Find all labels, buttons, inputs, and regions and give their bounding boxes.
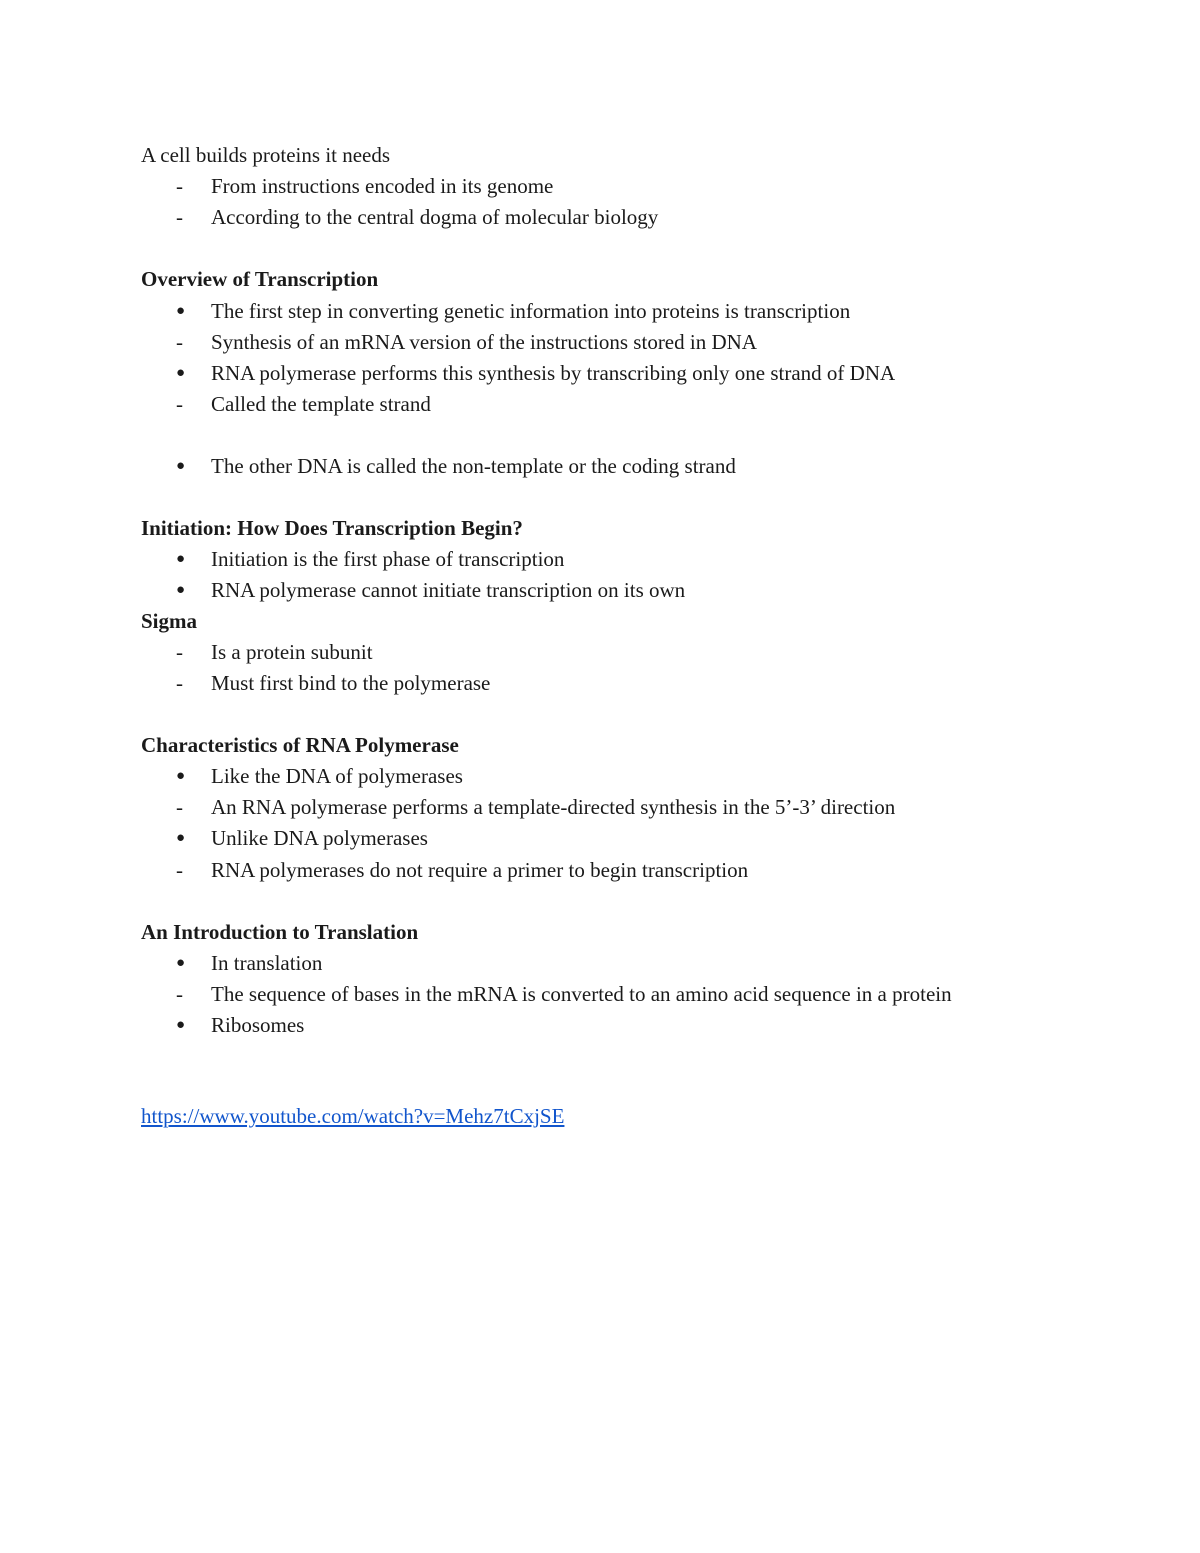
list-item-text: Synthesis of an mRNA version of the instructions stored in DNA [211, 330, 757, 354]
bullet-icon: ● [176, 830, 186, 846]
bullet-icon: ● [176, 365, 186, 381]
list-item-text: From instructions encoded in its genome [211, 174, 554, 198]
list-item-text: Like the DNA of polymerases [211, 764, 463, 788]
list-item-text: Must first bind to the polymerase [211, 671, 491, 695]
dash-marker: - [176, 640, 183, 664]
bullet-icon: ● [176, 1017, 186, 1033]
dash-marker: - [176, 671, 183, 695]
section-heading-initiation: Initiation: How Does Transcription Begin? [141, 516, 523, 540]
dash-marker: - [176, 795, 183, 819]
bullet-icon: ● [176, 582, 186, 598]
section-heading-translation: An Introduction to Translation [141, 920, 419, 944]
section-heading-characteristics: Characteristics of RNA Polymerase [141, 733, 459, 757]
bullet-icon: ● [176, 458, 186, 474]
list-item-text: RNA polymerase cannot initiate transcription on its own [211, 578, 686, 602]
list-item-text: RNA polymerase performs this synthesis by transcribing only one strand of DNA [211, 361, 896, 385]
dash-marker: - [176, 205, 183, 229]
list-item-text: Called the template strand [211, 392, 431, 416]
list-item-text: In translation [211, 951, 323, 975]
bullet-icon: ● [176, 551, 186, 567]
list-item-text: Is a protein subunit [211, 640, 373, 664]
youtube-link[interactable]: https://www.youtube.com/watch?v=Mehz7tCxjSE [141, 1104, 565, 1128]
dash-marker: - [176, 982, 183, 1006]
list-item-text: The sequence of bases in the mRNA is converted to an amino acid sequence in a protein [211, 982, 952, 1006]
link-line [141, 1101, 564, 1132]
dash-marker: - [176, 392, 183, 416]
bullet-icon: ● [176, 303, 186, 319]
dash-marker: - [176, 330, 183, 354]
bullet-icon: ● [176, 955, 186, 971]
section-heading-sigma: Sigma [141, 609, 198, 633]
list-item-text: RNA polymerases do not require a primer to begin transcription [211, 858, 749, 882]
list-item-text: The other DNA is called the non-template or the coding strand [211, 454, 736, 478]
intro-text: A cell builds proteins it needs [141, 143, 391, 167]
section-heading-overview: Overview of Transcription [141, 267, 379, 291]
dash-marker: - [176, 174, 183, 198]
list-item-text: According to the central dogma of molecular biology [211, 205, 659, 229]
list-item-text: The first step in converting genetic information into proteins is transcription [211, 299, 851, 323]
list-item-text: An RNA polymerase performs a template-directed synthesis in the 5’-3’ direction [211, 795, 896, 819]
list-item-text: Ribosomes [211, 1013, 305, 1037]
list-item-text: Unlike DNA polymerases [211, 826, 428, 850]
list-item-text: Initiation is the first phase of transcription [211, 547, 565, 571]
bullet-icon: ● [176, 768, 186, 784]
dash-marker: - [176, 858, 183, 882]
